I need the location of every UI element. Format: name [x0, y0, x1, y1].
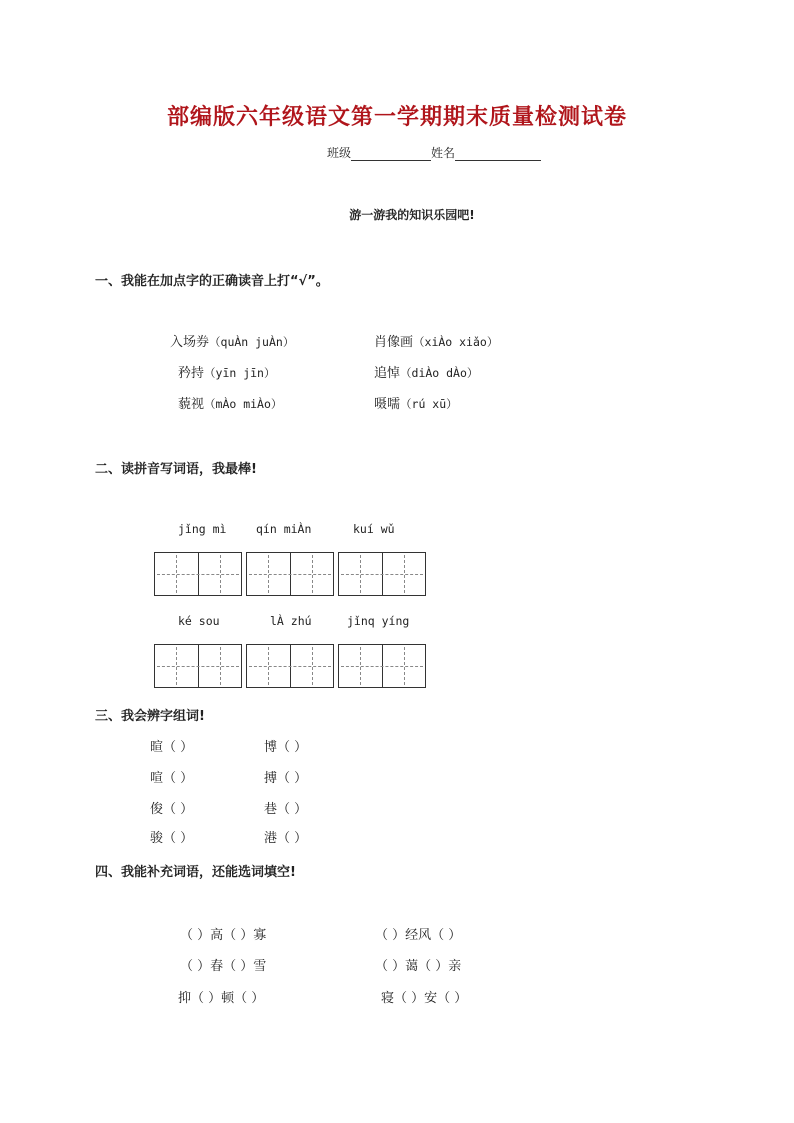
word: 肖像画	[374, 335, 414, 350]
pinyin-prompt: jǐng mì	[178, 522, 227, 536]
student-info-line	[327, 144, 541, 161]
char-word-item[interactable]: 喧（ ）	[150, 771, 194, 786]
class-blank[interactable]	[351, 146, 431, 161]
writing-grid-box[interactable]	[338, 644, 426, 688]
char-word-item[interactable]: 骏（ ）	[150, 831, 194, 846]
name-label: 姓名	[431, 146, 456, 160]
char-word-item[interactable]: 港（ ）	[264, 831, 308, 846]
word: 矜持	[178, 366, 205, 381]
section1-item	[374, 362, 478, 381]
section1-item	[178, 393, 282, 412]
writing-grid-box[interactable]	[338, 552, 426, 596]
idiom-item[interactable]: 抑（ ）顿（ ）	[178, 991, 265, 1006]
word: 入场券	[170, 335, 210, 350]
pinyin-prompt: jǐnq yíng	[347, 614, 410, 628]
writing-grid-box[interactable]	[246, 552, 334, 596]
pinyin-prompt: ké sou	[178, 614, 220, 628]
pinyin-options[interactable]: （xiÀo xiǎo）	[413, 335, 499, 349]
pinyin-options[interactable]: （rú xū）	[400, 397, 458, 411]
section1-item	[178, 362, 275, 381]
char-word-item[interactable]: 搏（ ）	[264, 771, 308, 786]
page-title: 部编版六年级语文第一学期期末质量检测试卷	[166, 104, 627, 130]
section3-heading: 三、我会辨字组词!	[95, 709, 205, 724]
intro-line: 游一游我的知识乐园吧!	[349, 208, 475, 222]
pinyin-prompt: lÀ zhú	[270, 614, 312, 628]
idiom-item[interactable]: （ ）蔼（ ）亲	[375, 959, 462, 974]
idiom-item[interactable]: 寝（ ）安（ ）	[381, 991, 468, 1006]
pinyin-prompt: qín miÀn	[256, 522, 312, 536]
section1-item	[374, 331, 498, 350]
section2-heading: 二、读拼音写词语，我最棒!	[95, 462, 257, 477]
class-label: 班级	[327, 146, 352, 160]
section1-item	[170, 331, 294, 350]
char-word-item[interactable]: 巷（ ）	[264, 802, 308, 817]
word: 追悼	[374, 366, 401, 381]
pinyin-options[interactable]: （diÀo dÀo）	[400, 366, 479, 380]
char-word-item[interactable]: 暄（ ）	[150, 740, 194, 755]
pinyin-options[interactable]: （quÀn juÀn）	[209, 335, 295, 349]
idiom-item[interactable]: （ ）经风（ ）	[375, 928, 462, 943]
pinyin-options[interactable]: （mÀo miÀo）	[204, 397, 283, 411]
section1-item	[374, 393, 458, 412]
pinyin-prompt: kuí wǔ	[353, 522, 395, 536]
idiom-item[interactable]: （ ）春（ ）雪	[180, 959, 267, 974]
section1-heading: 一、我能在加点字的正确读音上打“√”。	[95, 274, 329, 289]
word: 藐视	[178, 397, 205, 412]
idiom-item[interactable]: （ ）高（ ）寡	[180, 928, 267, 943]
writing-grid-box[interactable]	[246, 644, 334, 688]
char-word-item[interactable]: 俊（ ）	[150, 802, 194, 817]
char-word-item[interactable]: 博（ ）	[264, 740, 308, 755]
pinyin-options[interactable]: （yīn jīn）	[204, 366, 276, 380]
section4-heading: 四、我能补充词语，还能选词填空!	[95, 865, 296, 880]
name-blank[interactable]	[455, 146, 541, 161]
writing-grid-box[interactable]	[154, 552, 242, 596]
word: 嗫嚅	[374, 397, 401, 412]
writing-grid-box[interactable]	[154, 644, 242, 688]
